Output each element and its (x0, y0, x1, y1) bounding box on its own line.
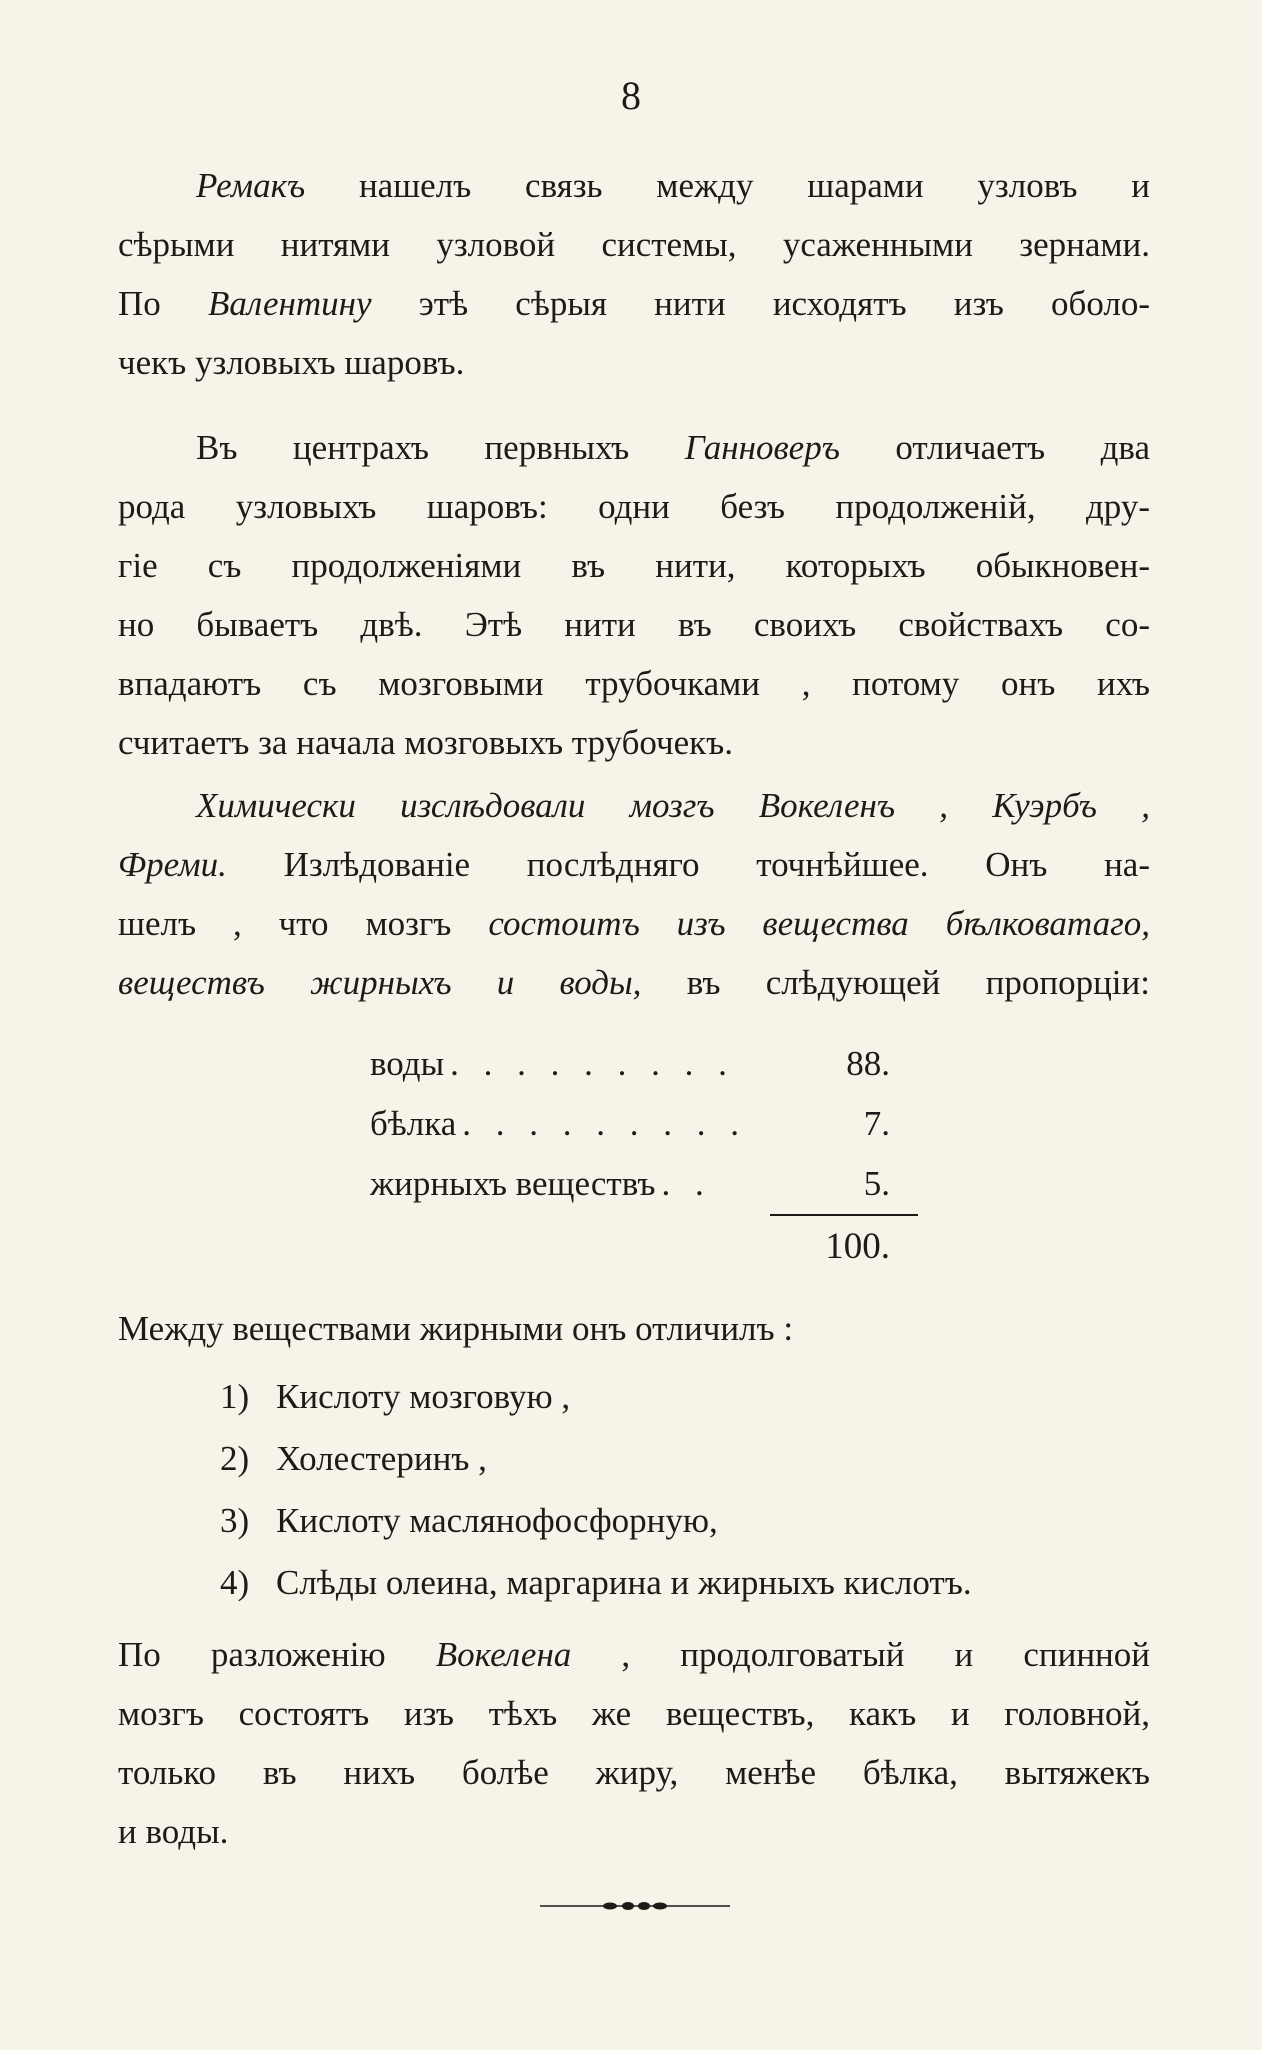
composition-table (370, 1034, 890, 1214)
table-total: 100. (825, 1226, 890, 1267)
author-name-couerbe: Куэрбъ , (992, 786, 1150, 825)
list-number: 4) (220, 1563, 250, 1602)
text-line: впадаютъ съ мозговыми трубочками , потому онъ ихъ (118, 664, 1150, 703)
author-name-fremy: Фреми. (118, 845, 227, 884)
text-line: и воды. (118, 1812, 229, 1851)
list-text: Кислоту маслянофосфорную, (276, 1501, 718, 1540)
page-number: 8 (621, 73, 641, 118)
author-name-vauquelin: Вокелена (435, 1635, 572, 1674)
text-line: Фреми. Излѣдованіе послѣдняго точнѣйшее. Онъ на- (118, 845, 1150, 884)
row-value: 7. (863, 1104, 890, 1143)
ornament-divider-icon (540, 1900, 730, 1912)
leader-dots: . . . . . . . . . (450, 1044, 735, 1083)
text-line: Въ центрахъ первныхъ Ганноверъ отличаетъ два (196, 428, 1150, 467)
list-text: Холестеринъ , (276, 1439, 487, 1478)
list-text: Слѣды олеина, маргарина и жирныхъ кислотъ. (276, 1563, 972, 1602)
text-line: только въ нихъ болѣе жиру, менѣе бѣлка, вытяжекъ (118, 1753, 1150, 1792)
table-row (370, 1034, 890, 1094)
text-line: Между веществами жирными онъ отличилъ : (118, 1309, 794, 1348)
row-value: 88. (846, 1044, 890, 1083)
list-item (220, 1366, 1160, 1428)
text-line: веществъ жирныхъ и воды, въ слѣдующей пропорціи: (118, 963, 1150, 1002)
paragraph-vauquelin (118, 1625, 1150, 1861)
list-item (220, 1428, 1160, 1490)
author-name-valentin: Валентину (207, 284, 372, 323)
leader-dots: . . (661, 1164, 712, 1203)
table-row (370, 1154, 890, 1214)
list-item (220, 1490, 1160, 1552)
fats-list-items (220, 1366, 1160, 1614)
paragraph-chemistry (118, 776, 1150, 1012)
text-line: Ремакъ нашелъ связь между шарами узловъ и (196, 166, 1150, 205)
text-line: По разложенію Вокелена , продолговатый и спинной (118, 1635, 1151, 1674)
paragraph-hannover (118, 418, 1150, 772)
text-line: По Валентину этѣ сѣрыя нити исходятъ изъ оболо- (118, 284, 1151, 323)
list-text: Кислоту мозговую , (276, 1377, 571, 1416)
row-label: бѣлка (370, 1104, 457, 1143)
text-line: мозгъ состоятъ изъ тѣхъ же веществъ, какъ и головной, (118, 1694, 1150, 1733)
text-line: чекъ узловыхъ шаровъ. (118, 343, 465, 382)
text-line: считаетъ за начала мозговыхъ трубочекъ. (118, 723, 733, 762)
row-label: воды (370, 1044, 445, 1083)
paragraph-fats-intro (118, 1299, 1150, 1358)
list-number: 1) (220, 1377, 250, 1416)
text-line: гіе съ продолженіями въ нити, которыхъ обыкновен- (118, 546, 1150, 585)
text-line: шелъ , что мозгъ состоитъ изъ вещества бѣлковатаго, (118, 904, 1151, 943)
text-line: рода узловыхъ шаровъ: одни безъ продолженій, дру- (118, 487, 1150, 526)
leader-dots: . . . . . . . . . (462, 1104, 748, 1143)
table-row (370, 1094, 890, 1154)
text-line: сѣрыми нитями узловой системы, усаженными зернами. (118, 225, 1150, 264)
text-line: но бываетъ двѣ. Этѣ нити въ своихъ свойствахъ со- (118, 605, 1150, 644)
author-name-remak: Ремакъ (196, 166, 306, 205)
paragraph-remak (118, 156, 1150, 392)
text-line: Химически изслѣдовали мозгъ Вокеленъ , Куэрбъ , (196, 786, 1150, 825)
author-name-hannover: Ганноверъ (684, 428, 840, 467)
list-item (220, 1552, 1160, 1614)
list-number: 3) (220, 1501, 250, 1540)
row-label: жирныхъ веществъ (370, 1164, 656, 1203)
row-value: 5. (863, 1164, 890, 1203)
sum-rule-divider (770, 1214, 918, 1216)
list-number: 2) (220, 1439, 250, 1478)
